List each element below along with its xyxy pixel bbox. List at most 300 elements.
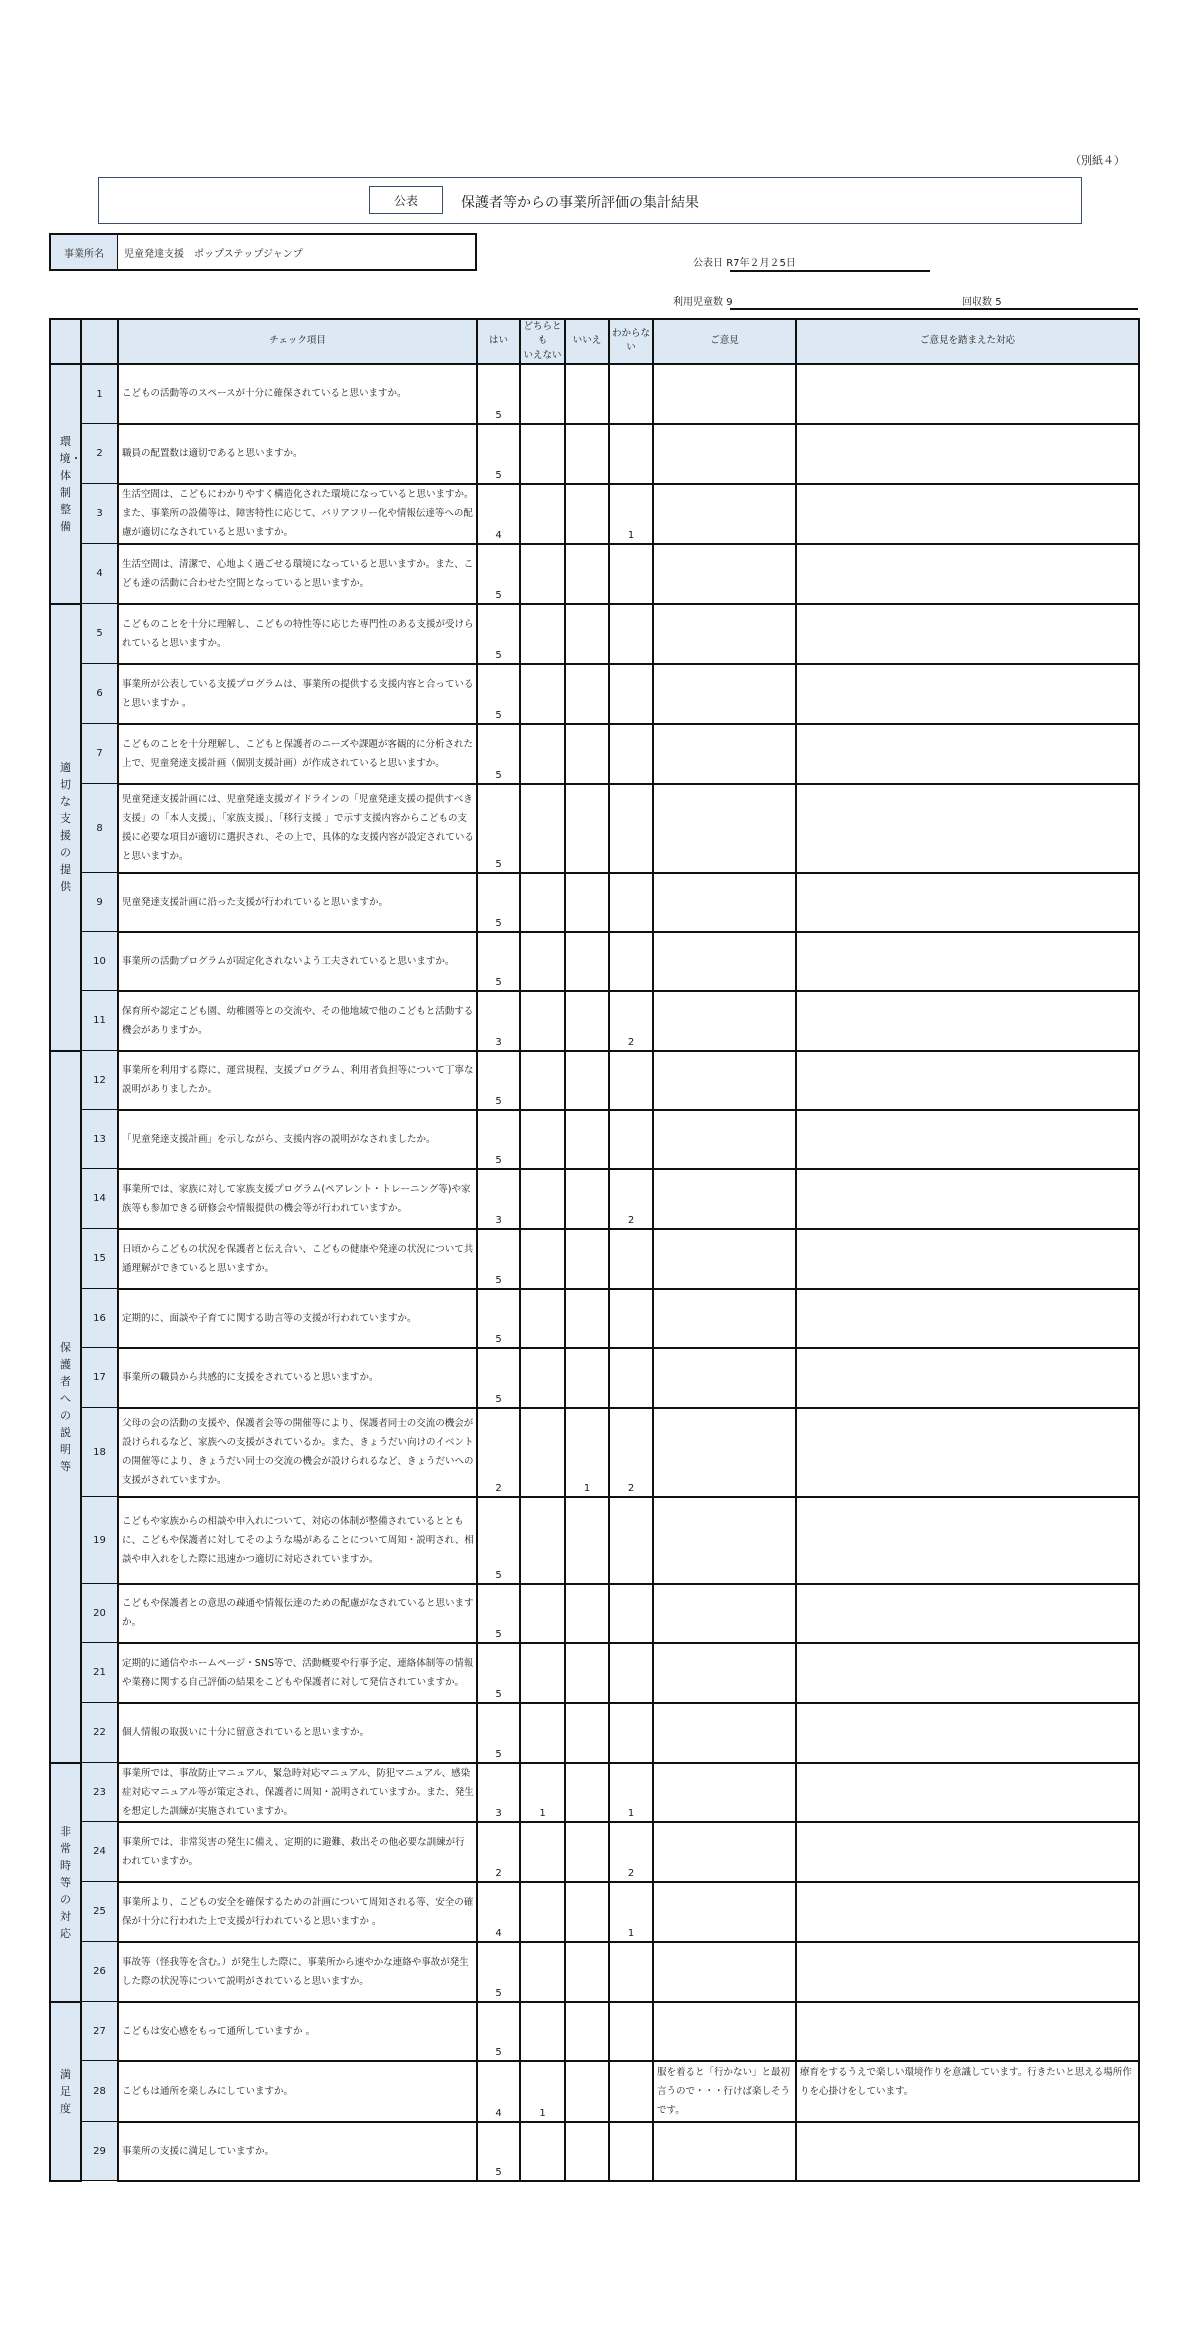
- count-unknown: [609, 1942, 653, 2002]
- response: [796, 1051, 1139, 1110]
- count-no: [565, 1497, 609, 1584]
- response: [796, 932, 1139, 991]
- collected-count: [962, 293, 1002, 308]
- row-number: 20: [81, 1584, 118, 1643]
- row-number: 27: [81, 2002, 118, 2061]
- table-row: [50, 2061, 1139, 2122]
- count-neither: [520, 2122, 565, 2181]
- count-unknown: [609, 664, 653, 724]
- opinion: [653, 1703, 796, 1763]
- check-item: 保育所や認定こども園、幼稚園等との交流や、その他地域で他のこどもと活動する機会がありますか。: [118, 991, 477, 1051]
- check-item: 定期的に通信やホームページ・SNS等で、活動概要や行事予定、連絡体制等の情報や業務に関する自己評価の結果をこどもや保護者に対して発信されていますか。: [118, 1643, 477, 1703]
- count-unknown: [609, 784, 653, 873]
- count-no: [565, 544, 609, 604]
- count-yes: 5: [477, 1229, 520, 1289]
- check-item: 事業所より、こどもの安全を確保するための計画について周知される等、安全の確保が十分に行われた上で支援が行われていると思いますか 。: [118, 1882, 477, 1942]
- opinion: [653, 1169, 796, 1229]
- header-unknown: わからない: [609, 319, 653, 364]
- users-underline: [730, 308, 1138, 310]
- row-number: 16: [81, 1289, 118, 1348]
- count-unknown: 1: [609, 1763, 653, 1822]
- evaluation-table: [49, 318, 1140, 2182]
- collected-count-label: 回収数: [962, 297, 992, 308]
- count-unknown: 2: [609, 1408, 653, 1497]
- row-number: 22: [81, 1703, 118, 1763]
- count-yes: 5: [477, 544, 520, 604]
- appendix-label: （別紙４）: [1070, 154, 1125, 167]
- count-unknown: [609, 873, 653, 932]
- count-neither: [520, 1822, 565, 1882]
- check-item: 児童発達支援計画には、児童発達支援ガイドラインの「児童発達支援の提供すべき支援」の「本人支援」、「家族支援」、「移行支援 」で示す支援内容からこどもの支援に必要な項目が適切に選択され、その上で、具体的な支援内容が設定されていると思いますか。: [118, 784, 477, 873]
- count-unknown: [609, 1703, 653, 1763]
- count-no: [565, 424, 609, 484]
- count-no: [565, 604, 609, 664]
- count-yes: 5: [477, 1643, 520, 1703]
- count-no: [565, 1051, 609, 1110]
- count-yes: 3: [477, 991, 520, 1051]
- table-row: [50, 1229, 1139, 1289]
- count-unknown: [609, 1110, 653, 1169]
- count-neither: [520, 2002, 565, 2061]
- response: [796, 1110, 1139, 1169]
- count-yes: 3: [477, 1169, 520, 1229]
- opinion: [653, 724, 796, 784]
- table-row: [50, 2122, 1139, 2181]
- opinion: 服を着ると「行かない」と最初言うので・・・行けば楽しそうです。: [653, 2061, 796, 2122]
- category-label-text: 保護者への説明等: [60, 1340, 71, 1473]
- count-yes: 4: [477, 484, 520, 544]
- table-row: [50, 1110, 1139, 1169]
- response: [796, 424, 1139, 484]
- row-number: 18: [81, 1408, 118, 1497]
- response: [796, 1703, 1139, 1763]
- response: [796, 544, 1139, 604]
- table-row: [50, 1882, 1139, 1942]
- table-row: [50, 664, 1139, 724]
- count-neither: [520, 873, 565, 932]
- count-unknown: [609, 2122, 653, 2181]
- count-no: [565, 1584, 609, 1643]
- header-check-item: チェック項目: [118, 319, 477, 364]
- count-no: [565, 664, 609, 724]
- category-label: [50, 604, 81, 1051]
- check-item: 日頃からこどもの状況を保護者と伝え合い、こどもの健康や発達の状況について共通理解ができていると思いますか。: [118, 1229, 477, 1289]
- count-yes: 5: [477, 1289, 520, 1348]
- count-yes: 5: [477, 1942, 520, 2002]
- page-title: 保護者等からの事業所評価の集計結果: [461, 195, 699, 211]
- header-no: いいえ: [565, 319, 609, 364]
- row-number: 19: [81, 1497, 118, 1584]
- check-item: 事業所を利用する際に、運営規程、支援プログラム、利用者負担等について丁寧な説明がありましたか。: [118, 1051, 477, 1110]
- count-unknown: [609, 604, 653, 664]
- count-yes: 5: [477, 1703, 520, 1763]
- row-number: 11: [81, 991, 118, 1051]
- row-number: 4: [81, 544, 118, 604]
- check-item: 事業所では、事故防止マニュアル、緊急時対応マニュアル、防犯マニュアル、感染症対応マニュアル等が策定され、保護者に周知・説明されていますか。また、発生を想定した訓練が実施されていますか。: [118, 1763, 477, 1822]
- count-yes: 5: [477, 664, 520, 724]
- opinion: [653, 873, 796, 932]
- header-category: [50, 319, 81, 364]
- response: [796, 1584, 1139, 1643]
- count-no: [565, 2002, 609, 2061]
- count-no: [565, 1348, 609, 1408]
- table-row: [50, 484, 1139, 544]
- response: [796, 1229, 1139, 1289]
- count-unknown: [609, 2061, 653, 2122]
- opinion: [653, 932, 796, 991]
- count-neither: [520, 544, 565, 604]
- opinion: [653, 991, 796, 1051]
- users-count-label: 利用児童数: [673, 297, 723, 308]
- row-number: 24: [81, 1822, 118, 1882]
- table-row: [50, 991, 1139, 1051]
- check-item: 事故等（怪我等を含む。）が発生した際に、事業所から速やかな連絡や事故が発生した際の状況等について説明がされていると思いますか。: [118, 1942, 477, 2002]
- count-neither: [520, 1408, 565, 1497]
- check-item: 事業所の支援に満足していますか。: [118, 2122, 477, 2181]
- count-unknown: 1: [609, 484, 653, 544]
- response: [796, 873, 1139, 932]
- row-number: 15: [81, 1229, 118, 1289]
- opinion: [653, 1289, 796, 1348]
- table-row: [50, 1942, 1139, 2002]
- table-row: [50, 1348, 1139, 1408]
- count-yes: 5: [477, 1051, 520, 1110]
- count-unknown: [609, 424, 653, 484]
- table-row: [50, 1169, 1139, 1229]
- response: [796, 484, 1139, 544]
- collected-count-value: 5: [995, 297, 1002, 308]
- table-row: [50, 1051, 1139, 1110]
- row-number: 26: [81, 1942, 118, 2002]
- row-number: 28: [81, 2061, 118, 2122]
- row-number: 13: [81, 1110, 118, 1169]
- count-unknown: [609, 364, 653, 424]
- check-item: 事業所が公表している支援プログラムは、事業所の提供する支援内容と合っていると思いますか 。: [118, 664, 477, 724]
- count-unknown: [609, 1051, 653, 1110]
- table-row: [50, 424, 1139, 484]
- response: [796, 1169, 1139, 1229]
- count-no: [565, 1110, 609, 1169]
- opinion: [653, 424, 796, 484]
- check-item: 定期的に、面談や子育てに関する助言等の支援が行われていますか。: [118, 1289, 477, 1348]
- response: [796, 1763, 1139, 1822]
- response: [796, 1289, 1139, 1348]
- office-name-value: 児童発達支援 ポップステップジャンプ: [124, 248, 303, 260]
- table-row: [50, 1822, 1139, 1882]
- response: [796, 1942, 1139, 2002]
- count-unknown: [609, 544, 653, 604]
- check-item: こどもは通所を楽しみにしていますか。: [118, 2061, 477, 2122]
- table-row: [50, 1703, 1139, 1763]
- table-header-row: [50, 319, 1139, 364]
- opinion: [653, 1822, 796, 1882]
- check-item: こどものことを十分に理解し、こどもの特性等に応じた専門性のある支援が受けられていると思いますか。: [118, 604, 477, 664]
- count-yes: 4: [477, 2061, 520, 2122]
- table-row: [50, 873, 1139, 932]
- count-yes: 3: [477, 1763, 520, 1822]
- count-unknown: 2: [609, 1169, 653, 1229]
- check-item: 事業所では、家族に対して家族支援プログラム(ペアレント・トレーニング等)や家族等も参加できる研修会や情報提供の機会等が行われていますか。: [118, 1169, 477, 1229]
- table-row: [50, 1584, 1139, 1643]
- count-no: [565, 1229, 609, 1289]
- count-yes: 2: [477, 1408, 520, 1497]
- response: [796, 1348, 1139, 1408]
- count-neither: [520, 991, 565, 1051]
- check-item: こどものことを十分理解し、こどもと保護者のニーズや課題が客観的に分析された上で、児童発達支援計画（個別支援計画）が作成されていると思いますか。: [118, 724, 477, 784]
- count-no: [565, 1942, 609, 2002]
- row-number: 17: [81, 1348, 118, 1408]
- response: [796, 664, 1139, 724]
- count-neither: [520, 1942, 565, 2002]
- row-number: 7: [81, 724, 118, 784]
- count-neither: [520, 1289, 565, 1348]
- publication-date-underline: [730, 270, 930, 272]
- count-unknown: 2: [609, 1822, 653, 1882]
- opinion: [653, 1882, 796, 1942]
- opinion: [653, 364, 796, 424]
- response: [796, 2002, 1139, 2061]
- opinion: [653, 784, 796, 873]
- publication-date: [693, 254, 796, 269]
- header-opinion: ご意見: [653, 319, 796, 364]
- category-label: [50, 2002, 81, 2181]
- count-neither: [520, 932, 565, 991]
- category-label-text: 非常時等の対応: [60, 1824, 71, 1940]
- count-neither: [520, 604, 565, 664]
- count-yes: 5: [477, 2122, 520, 2181]
- count-neither: [520, 1882, 565, 1942]
- opinion: [653, 664, 796, 724]
- row-number: 2: [81, 424, 118, 484]
- check-item: 事業所の活動プログラムが固定化されないよう工夫されていると思いますか。: [118, 932, 477, 991]
- check-item: 事業所では、非常災害の発生に備え、定期的に避難、救出その他必要な訓練が行われていますか。: [118, 1822, 477, 1882]
- check-item: 個人情報の取扱いに十分に留意されていると思いますか。: [118, 1703, 477, 1763]
- opinion: [653, 1584, 796, 1643]
- count-neither: [520, 1703, 565, 1763]
- row-number: 6: [81, 664, 118, 724]
- opinion: [653, 604, 796, 664]
- check-item: 生活空間は、こどもにわかりやすく構造化された環境になっていると思いますか。また、事業所の設備等は、障害特性に応じて、バリアフリー化や情報伝達等への配慮が適切になされていると思いますか。: [118, 484, 477, 544]
- count-no: [565, 873, 609, 932]
- row-number: 23: [81, 1763, 118, 1822]
- check-item: こどもや家族からの相談や申入れについて、対応の体制が整備されているとともに、こどもや保護者に対してそのような場があることについて周知・説明され、相談や申入れをした際に迅速かつ適切に対応されていますか。: [118, 1497, 477, 1584]
- opinion: [653, 544, 796, 604]
- table-row: [50, 724, 1139, 784]
- count-yes: 5: [477, 1348, 520, 1408]
- count-yes: 5: [477, 724, 520, 784]
- table-row: [50, 364, 1139, 424]
- count-yes: 5: [477, 873, 520, 932]
- category-label: [50, 1051, 81, 1763]
- table-row: [50, 932, 1139, 991]
- count-neither: [520, 1110, 565, 1169]
- opinion: [653, 2122, 796, 2181]
- count-neither: [520, 484, 565, 544]
- office-name-label: 事業所名: [51, 235, 118, 269]
- count-neither: [520, 1497, 565, 1584]
- category-label: [50, 1763, 81, 2002]
- check-item: こどもや保護者との意思の疎通や情報伝達のための配慮がなされていると思いますか。: [118, 1584, 477, 1643]
- title-box: [98, 177, 1082, 224]
- count-yes: 4: [477, 1882, 520, 1942]
- publication-badge: 公表: [369, 186, 443, 214]
- row-number: 21: [81, 1643, 118, 1703]
- opinion: [653, 2002, 796, 2061]
- header-neither: どちらとも いえない: [520, 319, 565, 364]
- category-label-text: 適切な支援の提供: [60, 761, 71, 894]
- count-unknown: 2: [609, 991, 653, 1051]
- opinion: [653, 1942, 796, 2002]
- count-no: [565, 1882, 609, 1942]
- count-no: [565, 1763, 609, 1822]
- header-number: [81, 319, 118, 364]
- count-unknown: [609, 1348, 653, 1408]
- count-neither: [520, 664, 565, 724]
- opinion: [653, 1497, 796, 1584]
- count-no: [565, 2061, 609, 2122]
- count-no: [565, 1169, 609, 1229]
- row-number: 14: [81, 1169, 118, 1229]
- count-unknown: [609, 932, 653, 991]
- response: [796, 1822, 1139, 1882]
- count-no: [565, 1822, 609, 1882]
- count-no: [565, 991, 609, 1051]
- count-unknown: 1: [609, 1882, 653, 1942]
- opinion: [653, 1229, 796, 1289]
- count-yes: 5: [477, 1497, 520, 1584]
- count-neither: [520, 1229, 565, 1289]
- opinion: [653, 1110, 796, 1169]
- count-neither: [520, 724, 565, 784]
- count-no: [565, 484, 609, 544]
- count-yes: 5: [477, 604, 520, 664]
- response: [796, 1643, 1139, 1703]
- response: [796, 604, 1139, 664]
- count-yes: 2: [477, 1822, 520, 1882]
- count-neither: [520, 1169, 565, 1229]
- opinion: [653, 1763, 796, 1822]
- check-item: 事業所の職員から共感的に支援をされていると思いますか。: [118, 1348, 477, 1408]
- count-no: [565, 1289, 609, 1348]
- category-label-text: 環境・体制整備: [59, 434, 82, 533]
- row-number: 8: [81, 784, 118, 873]
- count-neither: 1: [520, 2061, 565, 2122]
- table-row: [50, 1643, 1139, 1703]
- row-number: 25: [81, 1882, 118, 1942]
- count-no: [565, 2122, 609, 2181]
- count-no: [565, 1643, 609, 1703]
- count-yes: 5: [477, 364, 520, 424]
- row-number: 3: [81, 484, 118, 544]
- category-label-text: 満足度: [60, 2067, 71, 2115]
- count-unknown: [609, 724, 653, 784]
- count-neither: 1: [520, 1763, 565, 1822]
- opinion: [653, 484, 796, 544]
- category-label: [50, 364, 81, 604]
- check-item: 児童発達支援計画に沿った支援が行われていると思いますか。: [118, 873, 477, 932]
- publication-date-label: 公表日: [693, 258, 723, 269]
- count-neither: [520, 1051, 565, 1110]
- table-row: [50, 1497, 1139, 1584]
- check-item: 「児童発達支援計画」を示しながら、支援内容の説明がなされましたか。: [118, 1110, 477, 1169]
- response: [796, 724, 1139, 784]
- check-item: こどもの活動等のスペースが十分に確保されていると思いますか。: [118, 364, 477, 424]
- response: [796, 784, 1139, 873]
- count-neither: [520, 424, 565, 484]
- count-unknown: [609, 1643, 653, 1703]
- check-item: 生活空間は、清潔で、心地よく過ごせる環境になっていると思いますか。また、こども達の活動に合わせた空間となっていると思いますか。: [118, 544, 477, 604]
- check-item: こどもは安心感をもって通所していますか 。: [118, 2002, 477, 2061]
- publication-date-value: R7年２月２5日: [726, 258, 796, 269]
- opinion: [653, 1643, 796, 1703]
- users-count-value: 9: [726, 297, 733, 308]
- response: [796, 1408, 1139, 1497]
- count-no: [565, 932, 609, 991]
- table-row: [50, 1763, 1139, 1822]
- count-neither: [520, 1643, 565, 1703]
- count-neither: [520, 1584, 565, 1643]
- count-no: [565, 1703, 609, 1763]
- count-no: 1: [565, 1408, 609, 1497]
- count-yes: 5: [477, 932, 520, 991]
- office-name-box: [49, 233, 477, 271]
- count-neither: [520, 1348, 565, 1408]
- table-row: [50, 1408, 1139, 1497]
- row-number: 1: [81, 364, 118, 424]
- response: [796, 1882, 1139, 1942]
- response: [796, 364, 1139, 424]
- count-neither: [520, 784, 565, 873]
- count-no: [565, 724, 609, 784]
- table-row: [50, 544, 1139, 604]
- response: 療育をするうえで楽しい環境作りを意識しています。行きたいと思える場所作りを心掛けをしています。: [796, 2061, 1139, 2122]
- count-no: [565, 784, 609, 873]
- table-row: [50, 604, 1139, 664]
- count-unknown: [609, 1497, 653, 1584]
- count-unknown: [609, 2002, 653, 2061]
- header-yes: はい: [477, 319, 520, 364]
- count-neither: [520, 364, 565, 424]
- row-number: 5: [81, 604, 118, 664]
- count-yes: 5: [477, 784, 520, 873]
- count-unknown: [609, 1289, 653, 1348]
- count-yes: 5: [477, 1584, 520, 1643]
- check-item: 父母の会の活動の支援や、保護者会等の開催等により、保護者同士の交流の機会が設けられるなど、家族への支援がされているか。また、きょうだい向けのイベントの開催等により、きょうだい同士の交流の機会が設けられるなど、きょうだいへの支援がされていますか。: [118, 1408, 477, 1497]
- count-unknown: [609, 1229, 653, 1289]
- row-number: 10: [81, 932, 118, 991]
- opinion: [653, 1051, 796, 1110]
- row-number: 29: [81, 2122, 118, 2181]
- count-yes: 5: [477, 1110, 520, 1169]
- row-number: 12: [81, 1051, 118, 1110]
- table-row: [50, 2002, 1139, 2061]
- count-yes: 5: [477, 424, 520, 484]
- check-item: 職員の配置数は適切であると思いますか。: [118, 424, 477, 484]
- count-unknown: [609, 1584, 653, 1643]
- response: [796, 1497, 1139, 1584]
- response: [796, 2122, 1139, 2181]
- header-response: ご意見を踏まえた対応: [796, 319, 1139, 364]
- opinion: [653, 1348, 796, 1408]
- count-yes: 5: [477, 2002, 520, 2061]
- response: [796, 991, 1139, 1051]
- table-row: [50, 784, 1139, 873]
- users-count: [673, 293, 733, 308]
- opinion: [653, 1408, 796, 1497]
- table-row: [50, 1289, 1139, 1348]
- count-no: [565, 364, 609, 424]
- row-number: 9: [81, 873, 118, 932]
